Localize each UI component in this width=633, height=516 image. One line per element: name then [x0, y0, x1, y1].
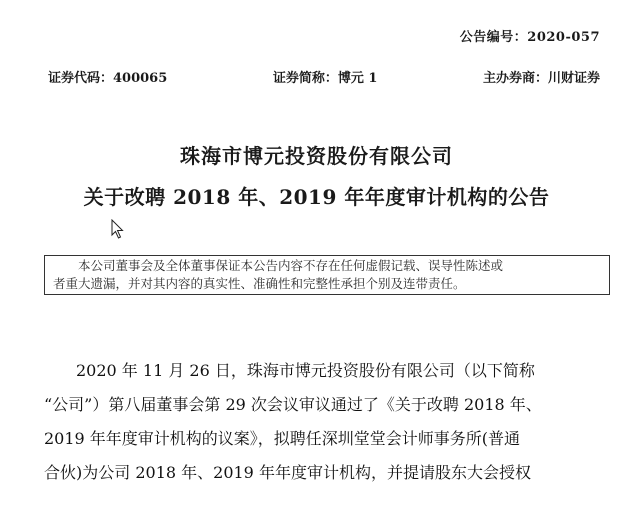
company-title: 珠海市博元投资股份有限公司 [180, 144, 453, 168]
disclaimer-box [44, 255, 610, 295]
sponsor-broker: 主办券商：川财证券 [482, 71, 600, 86]
body-line-3: 2019 年年度审计机构的议案》，拟聘任深圳堂堂会计师事务所(普通 [44, 429, 521, 448]
security-name: 证券简称：博元 1 [272, 71, 378, 86]
security-code: 证券代码：400065 [48, 71, 168, 86]
security-info-row [48, 67, 600, 86]
announcement-number: 公告编号：2020-057 [459, 30, 600, 45]
body-line-2: “公司”）第八届董事会第 29 次会议审议通过了《关于改聘 2018 年、 [44, 395, 542, 414]
announcement-title: 关于改聘 2018 年、2019 年年度审计机构的公告 [83, 185, 550, 209]
disclaimer-line-1: 本公司董事会及全体董事保证本公告内容不存在任何虚假记载、误导性陈述或 [78, 258, 504, 273]
body-line-4: 合伙)为公司 2018 年、2019 年年度审计机构，并提请股东大会授权 [44, 463, 531, 482]
body-line-1: 2020 年 11 月 26 日，珠海市博元投资股份有限公司（以下简称 [76, 361, 535, 380]
disclaimer-line-2: 者重大遗漏，并对其内容的真实性、准确性和完整性承担个别及连带责任。 [53, 276, 466, 291]
announcement-body [44, 354, 610, 490]
mouse-pointer-icon [111, 219, 125, 239]
